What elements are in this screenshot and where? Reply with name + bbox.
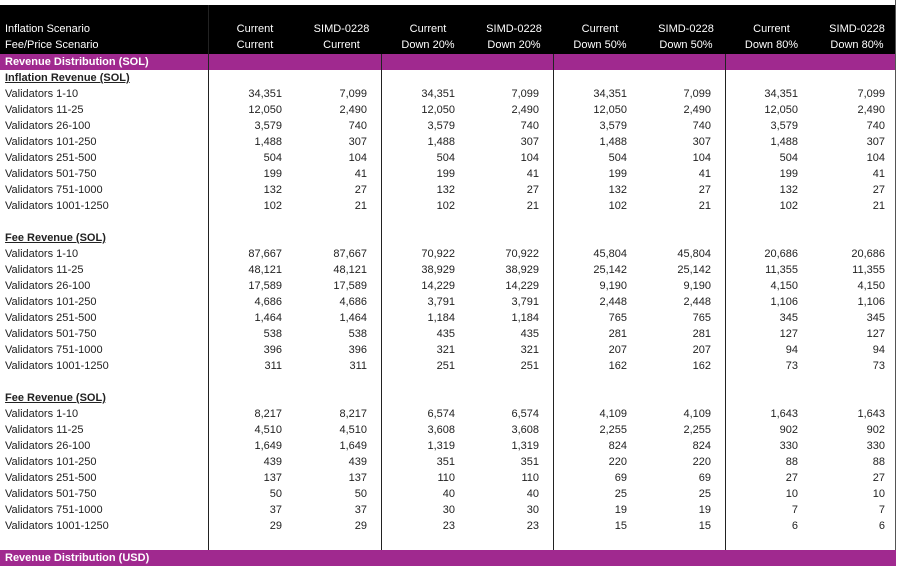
value-cell[interactable]: 104 (348, 152, 367, 164)
value-cell[interactable]: 45,804 (593, 248, 627, 260)
row-label: Validators 251-500 (5, 312, 97, 324)
value-cell[interactable]: 1,643 (770, 408, 798, 420)
column-divider (381, 54, 382, 550)
value-cell[interactable]: 396 (348, 344, 367, 356)
value-cell[interactable]: 321 (436, 344, 455, 356)
value-cell[interactable]: 3,791 (511, 296, 539, 308)
value-cell[interactable]: 4,510 (339, 424, 367, 436)
header-cell[interactable]: Down 50% (573, 39, 627, 51)
value-cell[interactable]: 538 (263, 328, 282, 340)
value-cell[interactable]: 19 (614, 504, 627, 516)
value-cell[interactable]: 504 (779, 152, 798, 164)
row-label: Validators 1001-1250 (5, 520, 109, 532)
value-cell[interactable]: 4,686 (339, 296, 367, 308)
header-cell[interactable]: SIMD-0228 (829, 23, 885, 35)
value-cell[interactable]: 104 (866, 152, 885, 164)
header-cell[interactable]: Current (581, 23, 619, 35)
value-cell[interactable]: 102 (436, 200, 455, 212)
value-cell[interactable]: 30 (526, 504, 539, 516)
value-cell[interactable]: 824 (608, 440, 627, 452)
value-cell[interactable]: 110 (437, 472, 455, 484)
value-cell[interactable]: 4,150 (857, 280, 885, 292)
value-cell[interactable]: 1,649 (254, 440, 282, 452)
value-cell[interactable]: 50 (354, 488, 367, 500)
value-cell[interactable]: 9,190 (599, 280, 627, 292)
value-cell[interactable]: 3,608 (511, 424, 539, 436)
header-label: Inflation Scenario (5, 23, 90, 35)
banner-cell (475, 550, 553, 566)
value-cell[interactable]: 1,649 (339, 440, 367, 452)
value-cell[interactable]: 765 (692, 312, 711, 324)
value-cell[interactable]: 902 (779, 424, 798, 436)
banner-cell (381, 550, 475, 566)
value-cell[interactable]: 4,109 (599, 408, 627, 420)
value-cell[interactable]: 132 (608, 184, 627, 196)
value-cell[interactable]: 41 (354, 168, 367, 180)
header-cell[interactable]: Down 80% (830, 39, 884, 51)
value-cell[interactable]: 40 (526, 488, 539, 500)
value-cell[interactable]: 1,464 (339, 312, 367, 324)
value-cell[interactable]: 4,686 (254, 296, 282, 308)
table-row (0, 470, 896, 486)
value-cell[interactable]: 21 (872, 200, 885, 212)
banner-label: Revenue Distribution (SOL) (5, 56, 149, 68)
value-cell[interactable]: 37 (269, 504, 282, 516)
value-cell[interactable]: 435 (520, 328, 539, 340)
value-cell[interactable]: 102 (263, 200, 282, 212)
value-cell[interactable]: 41 (872, 168, 885, 180)
value-cell[interactable]: 1,488 (599, 136, 627, 148)
value-cell[interactable]: 2,490 (511, 104, 539, 116)
row-label: Validators 1-10 (5, 88, 79, 100)
value-cell[interactable]: 102 (608, 200, 627, 212)
value-cell[interactable]: 25,142 (677, 264, 711, 276)
banner-cell (647, 54, 725, 70)
value-cell[interactable]: 504 (263, 152, 282, 164)
value-cell[interactable]: 11,355 (765, 264, 798, 276)
value-cell[interactable]: 14,229 (421, 280, 455, 292)
value-cell[interactable]: 94 (872, 344, 885, 356)
value-cell[interactable]: 2,255 (599, 424, 627, 436)
value-cell[interactable]: 12,050 (593, 104, 627, 116)
section-header (0, 230, 896, 246)
row-label: Validators 751-1000 (5, 504, 103, 516)
table-row (0, 246, 896, 262)
value-cell[interactable]: 7,099 (683, 88, 711, 100)
value-cell[interactable]: 27 (872, 184, 885, 196)
value-cell[interactable]: 199 (436, 168, 455, 180)
value-cell[interactable]: 504 (608, 152, 627, 164)
value-cell[interactable]: 740 (866, 120, 885, 132)
value-cell[interactable]: 15 (614, 520, 627, 532)
value-cell[interactable]: 12,050 (421, 104, 455, 116)
value-cell[interactable]: 37 (354, 504, 367, 516)
table-row (0, 518, 896, 534)
table-row (0, 166, 896, 182)
value-cell[interactable]: 281 (608, 328, 627, 340)
row-label: Validators 26-100 (5, 120, 91, 132)
value-cell[interactable]: 6,574 (427, 408, 455, 420)
table-row (0, 102, 896, 118)
value-cell[interactable]: 7,099 (511, 88, 539, 100)
row-label: Validators 101-250 (5, 456, 97, 468)
header-cell[interactable]: Current (409, 23, 447, 35)
value-cell[interactable]: 3,579 (599, 120, 627, 132)
value-cell[interactable]: 7,099 (857, 88, 885, 100)
banner-cell (818, 54, 896, 70)
value-cell[interactable]: 307 (866, 136, 885, 148)
table-row (0, 422, 896, 438)
value-cell[interactable]: 1,464 (254, 312, 282, 324)
value-cell[interactable]: 740 (520, 120, 539, 132)
row-label: Validators 501-750 (5, 488, 97, 500)
row-label: Validators 11-25 (5, 104, 84, 116)
table-row (0, 406, 896, 422)
banner-cell (381, 54, 475, 70)
value-cell[interactable]: 88 (872, 456, 885, 468)
value-cell[interactable]: 34,351 (764, 88, 798, 100)
value-cell[interactable]: 34,351 (248, 88, 282, 100)
value-cell[interactable]: 23 (442, 520, 455, 532)
table-row (0, 182, 896, 198)
header-cell[interactable]: Down 20% (487, 39, 541, 51)
value-cell[interactable]: 27 (785, 472, 798, 484)
value-cell[interactable]: 351 (520, 456, 539, 468)
value-cell[interactable]: 396 (263, 344, 282, 356)
value-cell[interactable]: 207 (608, 344, 627, 356)
table-row (0, 486, 896, 502)
header-cell[interactable]: SIMD-0228 (486, 23, 542, 35)
value-cell[interactable]: 17,589 (248, 280, 282, 292)
banner-label: Revenue Distribution (USD) (5, 552, 150, 564)
value-cell[interactable]: 132 (436, 184, 455, 196)
banner-cell (647, 550, 725, 566)
value-cell[interactable]: 1,106 (770, 296, 798, 308)
header-cell[interactable]: Current (236, 39, 274, 51)
section-title: Fee Revenue (SOL) (5, 392, 106, 404)
table-row (0, 342, 896, 358)
value-cell[interactable]: 104 (520, 152, 539, 164)
row-label: Validators 251-500 (5, 152, 97, 164)
header-divider (208, 5, 209, 54)
header-label: Fee/Price Scenario (5, 39, 99, 51)
column-divider (208, 54, 209, 550)
value-cell[interactable]: 45,804 (677, 248, 711, 260)
table-row (0, 502, 896, 518)
banner-cell (302, 550, 381, 566)
value-cell[interactable]: 15 (698, 520, 711, 532)
value-cell[interactable]: 8,217 (339, 408, 367, 420)
row-label: Validators 1001-1250 (5, 200, 109, 212)
value-cell[interactable]: 902 (866, 424, 885, 436)
value-cell[interactable]: 21 (526, 200, 539, 212)
row-label: Validators 11-25 (5, 264, 84, 276)
value-cell[interactable]: 3,608 (427, 424, 455, 436)
value-cell[interactable]: 6 (791, 520, 798, 532)
value-cell[interactable]: 330 (866, 440, 885, 452)
value-cell[interactable]: 87,667 (248, 248, 282, 260)
value-cell[interactable]: 2,490 (683, 104, 711, 116)
value-cell[interactable]: 4,510 (254, 424, 282, 436)
value-cell[interactable]: 2,490 (857, 104, 885, 116)
value-cell[interactable]: 1,488 (770, 136, 798, 148)
row-label: Validators 11-25 (5, 424, 84, 436)
value-cell[interactable]: 3,579 (770, 120, 798, 132)
section-title: Inflation Revenue (SOL) (5, 72, 130, 84)
value-cell[interactable]: 207 (692, 344, 711, 356)
value-cell[interactable]: 7,099 (339, 88, 367, 100)
banner-cell (818, 550, 896, 566)
header-cell[interactable]: SIMD-0228 (313, 23, 370, 35)
value-cell[interactable]: 8,217 (254, 408, 282, 420)
value-cell[interactable]: 30 (442, 504, 455, 516)
value-cell[interactable]: 48,121 (333, 264, 367, 276)
table-row (0, 454, 896, 470)
banner-cell (725, 550, 818, 566)
banner-cell (725, 54, 818, 70)
value-cell[interactable]: 19 (698, 504, 711, 516)
value-cell[interactable]: 435 (436, 328, 455, 340)
value-cell[interactable]: 162 (692, 360, 711, 372)
value-cell[interactable]: 87,667 (333, 248, 367, 260)
value-cell[interactable]: 10 (785, 488, 798, 500)
value-cell[interactable]: 1,106 (857, 296, 885, 308)
header-cell[interactable]: SIMD-0228 (658, 23, 714, 35)
header-row-fee (0, 37, 896, 53)
table-row (0, 262, 896, 278)
table-row (0, 134, 896, 150)
table-row (0, 198, 896, 214)
value-cell[interactable]: 132 (263, 184, 282, 196)
value-cell[interactable]: 50 (269, 488, 282, 500)
value-cell[interactable]: 3,791 (427, 296, 455, 308)
table-row (0, 294, 896, 310)
value-cell[interactable]: 311 (264, 360, 282, 372)
value-cell[interactable]: 14,229 (505, 280, 539, 292)
value-cell[interactable]: 25 (614, 488, 627, 500)
value-cell[interactable]: 137 (263, 472, 282, 484)
value-cell[interactable]: 162 (608, 360, 627, 372)
row-label: Validators 251-500 (5, 472, 97, 484)
value-cell[interactable]: 7 (878, 504, 885, 516)
value-cell[interactable]: 1,319 (427, 440, 455, 452)
row-label: Validators 1001-1250 (5, 360, 109, 372)
row-label: Validators 26-100 (5, 440, 91, 452)
value-cell[interactable]: 17,589 (333, 280, 367, 292)
table-row (0, 358, 896, 374)
row-label: Validators 26-100 (5, 280, 91, 292)
value-cell[interactable]: 765 (608, 312, 627, 324)
value-cell[interactable]: 12,050 (764, 104, 798, 116)
value-cell[interactable]: 29 (269, 520, 282, 532)
table-row (0, 310, 896, 326)
value-cell[interactable]: 220 (692, 456, 711, 468)
column-divider (725, 54, 726, 550)
section-banner (0, 54, 896, 70)
value-cell[interactable]: 137 (348, 472, 367, 484)
value-cell[interactable]: 251 (520, 360, 539, 372)
value-cell[interactable]: 2,448 (599, 296, 627, 308)
header-cell[interactable]: Current (753, 23, 790, 35)
value-cell[interactable]: 330 (779, 440, 798, 452)
value-cell[interactable]: 41 (526, 168, 539, 180)
banner-cell (553, 550, 647, 566)
value-cell[interactable]: 7 (791, 504, 798, 516)
value-cell[interactable]: 73 (872, 360, 885, 372)
value-cell[interactable]: 220 (608, 456, 627, 468)
value-cell[interactable]: 199 (779, 168, 798, 180)
value-cell[interactable]: 70,922 (505, 248, 539, 260)
header-cell[interactable]: Down 50% (659, 39, 713, 51)
value-cell[interactable]: 1,488 (427, 136, 455, 148)
value-cell[interactable]: 504 (436, 152, 455, 164)
value-cell[interactable]: 311 (349, 360, 367, 372)
value-cell[interactable]: 38,929 (421, 264, 455, 276)
value-cell[interactable]: 351 (436, 456, 455, 468)
value-cell[interactable]: 2,255 (683, 424, 711, 436)
value-cell[interactable]: 251 (436, 360, 455, 372)
value-cell[interactable]: 824 (692, 440, 711, 452)
table-row (0, 118, 896, 134)
value-cell[interactable]: 740 (348, 120, 367, 132)
row-label: Validators 101-250 (5, 136, 97, 148)
value-cell[interactable]: 740 (692, 120, 711, 132)
value-cell[interactable]: 12,050 (248, 104, 282, 116)
value-cell[interactable]: 21 (698, 200, 711, 212)
section-banner-usd (0, 550, 896, 566)
value-cell[interactable]: 20,686 (851, 248, 885, 260)
value-cell[interactable]: 439 (348, 456, 367, 468)
header-cell[interactable]: Down 20% (401, 39, 455, 51)
value-cell[interactable]: 21 (354, 200, 367, 212)
row-label: Validators 101-250 (5, 296, 97, 308)
value-cell[interactable]: 132 (779, 184, 798, 196)
row-label: Validators 1-10 (5, 248, 79, 260)
header-row-inflation (0, 21, 896, 37)
value-cell[interactable]: 199 (263, 168, 282, 180)
value-cell[interactable]: 1,643 (857, 408, 885, 420)
banner-cell (208, 550, 302, 566)
value-cell[interactable]: 69 (698, 472, 711, 484)
value-cell[interactable]: 307 (692, 136, 711, 148)
value-cell[interactable]: 345 (866, 312, 885, 324)
table-row (0, 278, 896, 294)
value-cell[interactable]: 4,109 (683, 408, 711, 420)
value-cell[interactable]: 439 (263, 456, 282, 468)
value-cell[interactable]: 321 (520, 344, 539, 356)
value-cell[interactable]: 2,448 (683, 296, 711, 308)
row-label: Validators 501-750 (5, 168, 97, 180)
header-cell[interactable]: Current (236, 23, 274, 35)
row-label: Validators 751-1000 (5, 184, 103, 196)
header-cell[interactable]: Down 80% (744, 39, 799, 51)
header-cell[interactable]: Current (323, 39, 360, 51)
value-cell[interactable]: 73 (785, 360, 798, 372)
section-title: Fee Revenue (SOL) (5, 232, 106, 244)
value-cell[interactable]: 110 (521, 472, 539, 484)
value-cell[interactable]: 29 (354, 520, 367, 532)
value-cell[interactable]: 345 (779, 312, 798, 324)
value-cell[interactable]: 69 (614, 472, 627, 484)
value-cell[interactable]: 127 (866, 328, 885, 340)
value-cell[interactable]: 127 (779, 328, 798, 340)
value-cell[interactable]: 27 (698, 184, 711, 196)
value-cell[interactable]: 27 (526, 184, 539, 196)
value-cell[interactable]: 199 (608, 168, 627, 180)
value-cell[interactable]: 538 (348, 328, 367, 340)
value-cell[interactable]: 2,490 (339, 104, 367, 116)
value-cell[interactable]: 102 (779, 200, 798, 212)
value-cell[interactable]: 1,184 (427, 312, 455, 324)
value-cell[interactable]: 1,319 (511, 440, 539, 452)
value-cell[interactable]: 281 (692, 328, 711, 340)
value-cell[interactable]: 10 (872, 488, 885, 500)
column-divider (553, 54, 554, 550)
value-cell[interactable]: 88 (785, 456, 798, 468)
value-cell[interactable]: 3,579 (254, 120, 282, 132)
value-cell[interactable]: 6 (878, 520, 885, 532)
section-header (0, 70, 896, 86)
value-cell[interactable]: 1,184 (511, 312, 539, 324)
banner-cell (208, 54, 302, 70)
value-cell[interactable]: 104 (692, 152, 711, 164)
right-border (895, 0, 896, 550)
section-header (0, 390, 896, 406)
value-cell[interactable]: 4,150 (770, 280, 798, 292)
value-cell[interactable]: 307 (520, 136, 539, 148)
table-row (0, 86, 896, 102)
value-cell[interactable]: 94 (785, 344, 798, 356)
value-cell[interactable]: 23 (526, 520, 539, 532)
value-cell[interactable]: 38,929 (505, 264, 539, 276)
value-cell[interactable]: 25,142 (593, 264, 627, 276)
value-cell[interactable]: 3,579 (427, 120, 455, 132)
banner-cell (475, 54, 553, 70)
value-cell[interactable]: 9,190 (683, 280, 711, 292)
table-row (0, 438, 896, 454)
row-label: Validators 501-750 (5, 328, 97, 340)
value-cell[interactable]: 41 (698, 168, 711, 180)
value-cell[interactable]: 11,355 (852, 264, 885, 276)
value-cell[interactable]: 34,351 (421, 88, 455, 100)
value-cell[interactable]: 34,351 (593, 88, 627, 100)
row-label: Validators 751-1000 (5, 344, 103, 356)
table-row (0, 326, 896, 342)
value-cell[interactable]: 6,574 (511, 408, 539, 420)
value-cell[interactable]: 1,488 (254, 136, 282, 148)
value-cell[interactable]: 40 (442, 488, 455, 500)
value-cell[interactable]: 25 (698, 488, 711, 500)
row-label: Validators 1-10 (5, 408, 79, 420)
table-row (0, 150, 896, 166)
banner-cell (302, 54, 381, 70)
value-cell[interactable]: 27 (872, 472, 885, 484)
banner-cell (553, 54, 647, 70)
value-cell[interactable]: 48,121 (248, 264, 282, 276)
value-cell[interactable]: 27 (354, 184, 367, 196)
value-cell[interactable]: 307 (348, 136, 367, 148)
value-cell[interactable]: 70,922 (421, 248, 455, 260)
value-cell[interactable]: 20,686 (764, 248, 798, 260)
